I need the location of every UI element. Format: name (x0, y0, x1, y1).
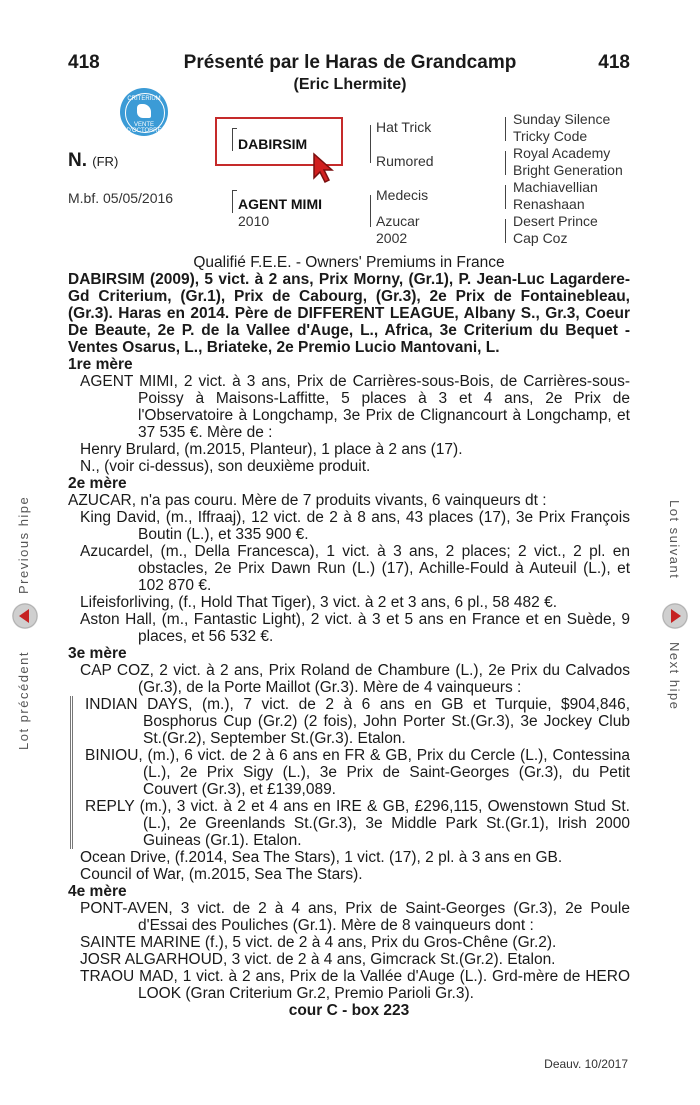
qualification-line: Qualifié F.E.E. - Owners' Premiums in France (193, 254, 505, 271)
pedigree-gen3-5: Machiavellian (513, 179, 598, 195)
consignor-title: Présenté par le Haras de Grandcamp (183, 52, 517, 73)
criterium-seal-logo: CRITERIUM VENTE D'OCTOBRE (120, 88, 168, 136)
horse-name: N. (FR) (68, 150, 119, 171)
produce-line: Henry Brulard, (m.2015, Planteur), 1 place à 2 ans (17). (80, 441, 463, 458)
arrow-left-icon (12, 603, 38, 629)
pedigree-dam-year: 2010 (238, 213, 270, 229)
sire-paragraph: DABIRSIM (2009), 5 vict. à 2 ans, Prix Morny, (Gr.1), P. Jean-Luc Lagardere-Gd Criterium, (Gr.1), Prix de Cabourg, (Gr.3), 2e Prix de Fontainebleau, (Gr.3). Haras en 2014. Père de DIFFERENT LEAGUE, Albany S., Gr.3, Coeur De Beaute, 2e P. de la Vallee d'Auge, L., Africa, 3e Criterium du Bequet - Ventes Osarus, L., Briateke, 2e Premio Lucio Mantovani, L. (68, 271, 630, 356)
lot-precedent-label[interactable]: Lot précédent (16, 650, 31, 750)
pedigree-gen3-2: Tricky Code (513, 128, 588, 144)
second-dam-text: AZUCAR, n'a pas couru. Mère de 7 produits vivants, 6 vainqueurs dt : (68, 492, 547, 509)
produce-line: Aston Hall, (m., Fantastic Light), 2 vict. à 3 et 5 ans en France et en Suède, 9 places, et 56 532 €. (80, 611, 630, 645)
arrow-right-icon (662, 603, 688, 629)
next-hipe-label[interactable]: Next hipe (667, 642, 682, 711)
first-dam-text: AGENT MIMI, 2 vict. à 3 ans, Prix de Carrières-sous-Bois, de Carrières-sous-Poissy à Maisons-Laffitte, 5 places à 3 et 4 ans, 2e Prix de l'Observatoire à Longchamp, 3e Prix de Clignancourt à Longchamp, et 37 535 €. Mère de : (80, 373, 630, 441)
third-dam-produce (70, 696, 630, 849)
lot-number-left: 418 (68, 52, 100, 73)
fourth-dam-heading: 4e mère (68, 883, 127, 900)
produce-line: King David, (m., Iffraaj), 12 vict. de 2 à 8 ans, 43 places (17), 3e Prix François Boutin (L.), et 335 900 €. (80, 509, 630, 543)
pedigree-gen3-3: Royal Academy (513, 145, 611, 161)
produce-line: Azucardel, (m., Della Francesca), 1 vict. à 3 ans, 2 places; 2 vict., 2 pl. en obstacles, 2e Prix Dawn Run (L.) (17), Achille-Fould à Auteuil (L.), et 102 870 €. (80, 543, 630, 594)
pedigree-gen3-4: Bright Generation (513, 162, 623, 178)
produce-line: N., (voir ci-dessus), son deuxième produit. (80, 458, 371, 475)
produce-line: JOSR ALGARHOUD, 3 vict. de 2 à 4 ans, Gimcrack St.(Gr.2). Etalon. (80, 951, 556, 968)
mouse-cursor-icon (312, 152, 338, 184)
pedigree-sire[interactable]: DABIRSIM (238, 136, 308, 152)
consignor-subtitle: (Eric Lhermite) (293, 76, 407, 93)
first-dam-heading: 1re mère (68, 356, 133, 373)
pedigree-dam[interactable]: AGENT MIMI (238, 196, 322, 212)
horse-birth: M.bf. 05/05/2016 (68, 190, 174, 206)
pedigree-dam-dam-year: 2002 (376, 230, 408, 246)
horse-origin: (FR) (92, 154, 119, 169)
horse-head-icon (137, 104, 151, 118)
produce-line: Council of War, (m.2015, Sea The Stars). (80, 866, 363, 883)
produce-line: BINIOU, (m.), 6 vict. de 2 à 6 ans en FR & GB, Prix du Cercle (L.), Contessina (L.), 2e Prix Sigy (L.), 3e Prix de Saint-Georges (Gr.3), du Petit Couvert (Gr.3), et £139,089. (85, 747, 630, 798)
produce-line: TRAOU MAD, 1 vict. à 2 ans, Prix de la Vallée d'Auge (L.). Grd-mère de HERO LOOK (Gran Criterium Gr.2, Premio Parioli Gr.3). (80, 968, 630, 1002)
box-location: cour C - box 223 (288, 1002, 410, 1019)
pedigree-gen3-6: Renashaan (513, 196, 585, 212)
pedigree-gen3-7: Desert Prince (513, 213, 598, 229)
previous-lot-button[interactable] (12, 603, 38, 629)
pedigree-gen3-8: Cap Coz (513, 230, 568, 246)
catalogue-body (68, 254, 630, 1019)
pedigree-dam-sire: Medecis (376, 187, 429, 203)
previous-hipe-label[interactable]: Previous hipe (16, 495, 31, 594)
produce-line: REPLY (m.), 3 vict. à 2 et 4 ans en IRE & GB, £296,115, Owenstown Stud St.(L.), 2e Greenlands St.(Gr.3), 3e Middle Park St.(Gr.1), Irish 2000 Guineas (Gr.1). Etalon. (85, 798, 630, 849)
lot-number-right: 418 (598, 52, 630, 73)
third-dam-text: CAP COZ, 2 vict. à 2 ans, Prix Roland de Chambure (L.), 2e Prix du Calvados (Gr.3), de la Porte Maillot (Gr.3). Mère de 4 vainqueurs : (80, 662, 630, 696)
second-dam-heading: 2e mère (68, 475, 127, 492)
sale-reference: Deauv. 10/2017 (544, 1057, 628, 1071)
lot-suivant-label[interactable]: Lot suivant (667, 500, 682, 580)
pedigree-gen3-1: Sunday Silence (513, 111, 611, 127)
page-title (130, 52, 570, 96)
pedigree-sire-dam: Rumored (376, 153, 434, 169)
fourth-dam-text: PONT-AVEN, 3 vict. de 2 à 4 ans, Prix de Saint-Georges (Gr.3), 2e Poule d'Essai des Pouliches (Gr.1). Mère de 8 vainqueurs dont : (80, 900, 630, 934)
pedigree-dam-dam: Azucar (376, 213, 420, 229)
produce-line: Ocean Drive, (f.2014, Sea The Stars), 1 vict. (17), 2 pl. à 3 ans en GB. (80, 849, 563, 866)
produce-line: INDIAN DAYS, (m.), 7 vict. de 2 à 6 ans en GB et Turquie, $904,846, Bosphorus Cup (Gr.2) (2 fois), John Porter St.(Gr.3), 3e Jockey Club St.(Gr.2), September St.(Gr.3). Etalon. (85, 696, 630, 747)
next-lot-button[interactable] (662, 603, 688, 629)
pedigree-sire-sire: Hat Trick (376, 119, 432, 135)
produce-line: Lifeisforliving, (f., Hold That Tiger), 3 vict. à 2 et 3 ans, 6 pl., 58 482 €. (80, 594, 558, 611)
produce-line: SAINTE MARINE (f.), 5 vict. de 2 à 4 ans, Prix du Gros-Chêne (Gr.2). (80, 934, 557, 951)
third-dam-heading: 3e mère (68, 645, 127, 662)
